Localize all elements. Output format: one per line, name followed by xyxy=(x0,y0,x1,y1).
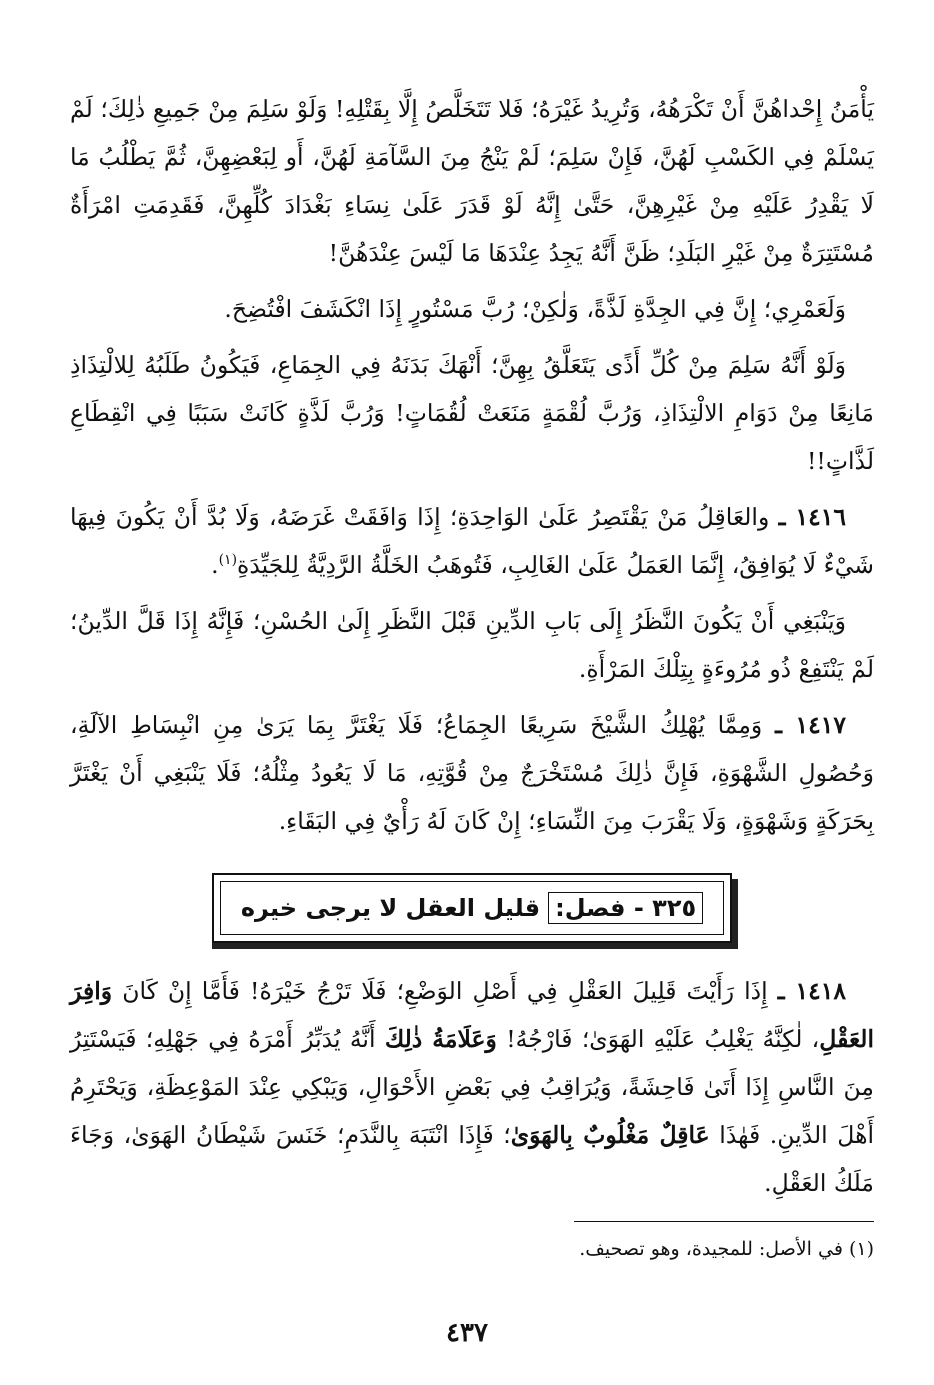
paragraph-1418-part2: ، لٰكِنَّهُ يَغْلِبُ عَلَيْهِ الهَوَىٰ؛ فَارْجُهُ! xyxy=(506,1025,820,1053)
paragraph-1416-end: . xyxy=(211,551,219,579)
paragraph-1418-bold1: وَافِرَ العَقْلِ xyxy=(70,977,874,1053)
paragraph-1417-text: وَمِمَّا يُهْلِكُ الشَّيْخَ سَرِيعًا الجِمَاعُ؛ فَلَا يَغْتَرَّ بِمَا يَرَىٰ مِنِ انْبِسَاطِ الآلَةِ، وَحُصُولِ الشَّهْوَةِ، فَإِنَّ ذٰلِكَ مُسْتَخْرَجٌ مِنْ قُوَّتِهِ، مَا لَا يَعُودُ مِثْلُهُ؛ فَلَا يَنْبَغِي أَنْ يَغْتَرَّ بِحَرَكَةٍ وَشَهْوَةٍ، وَلَا يَقْرَبَ مِنَ النِّسَاءِ؛ إِنْ كَانَ لَهُ رَأْيٌ فِي البَقَاءِ. xyxy=(70,711,874,835)
paragraph-1418-part4: ؛ فَإِذَا انْتَبَهَ بِالنَّدَمِ؛ خَنَسَ شَيْطَانُ الهَوَىٰ، وَجَاءَ مَلَكُ العَقْلِ. xyxy=(70,1121,874,1197)
page-body xyxy=(70,85,874,1264)
paragraph-continuation: يَأْمَنُ إِحْداهُنَّ أَنْ تَكْرَهُهُ، وَتُرِيدُ غَيْرَهُ؛ فَلا تَتَخَلَّصُ إِلَّا بِقَتْلِهِ! وَلَوْ سَلِمَ مِنْ جَمِيعِ ذٰلِكَ؛ لَمْ يَسْلَمْ فِي الكَسْبِ لَهُنَّ، فَإِنْ سَلِمَ؛ لَمْ يَنْجُ مِنَ السَّآمَةِ لَهُنَّ، أَو لِبَعْضِهِنَّ، ثُمَّ يَطْلُبُ مَا لَا يَقْدِرُ عَلَيْهِ مِنْ غَيْرِهِنَّ، حَتَّىٰ إِنَّهُ لَوْ قَدَرَ عَلَىٰ نِسَاءِ بَغْدَادَ كُلِّهِنَّ، فَقَدِمَتِ امْرَأَةٌ مُسْتَتِرَةٌ مِنْ غَيْرِ البَلَدِ؛ ظَنَّ أَنَّهُ يَجِدُ عِنْدَهَا مَا لَيْسَ عِنْدَهُنَّ! xyxy=(70,95,874,267)
paragraph-1418-bold2: وَعَلَامَةُ ذٰلِكَ xyxy=(384,1025,497,1053)
paragraph-1418-bold3: عَاقِلٌ مَغْلُوبٌ بِالهَوَىٰ xyxy=(510,1121,710,1149)
paragraph-1418-part1: إِذَا رَأَيْتَ قَلِيلَ العَقْلِ فِي أَصْلِ الوَضْعِ؛ فَلَا تَرْجُ خَيْرَهُ! فَأَمَّا إِنْ كَانَ xyxy=(122,977,768,1005)
paragraph-number-1416: ١٤١٦ ـ xyxy=(778,503,846,531)
paragraph-oath: وَلَعَمْرِي؛ إِنَّ فِي الجِدَّةِ لَذَّةً، وَلٰكِنْ؛ رُبَّ مَسْتُورٍ إِذَا انْكَشَفَ افْتُضِحَ. xyxy=(224,295,846,323)
footnote-marker[interactable]: (١) xyxy=(218,552,238,569)
paragraph-exhaustion: وَلَوْ أَنَّهُ سَلِمَ مِنْ كُلِّ أَذًى يَتَعَلَّقُ بِهِنَّ؛ أَنْهَكَ بَدَنَهُ فِي الجِمَاعِ، فَيَكُونُ طَلَبُهُ لِلالْتِذَاذِ مَانِعًا مِنْ دَوَامِ الالْتِذَاذِ، وَرُبَّ لُقْمَةٍ مَنَعَتْ لُقُمَاتٍ! وَرُبَّ لَذَّةٍ كَانَتْ سَبَبًا فِي انْقِطَاعِ لَذَّاتٍ!! xyxy=(70,351,874,475)
section-heading-box xyxy=(212,873,732,943)
paragraph-number-1417: ١٤١٧ ـ xyxy=(775,711,846,739)
paragraph-religion: وَيَنْبَغِي أَنْ يَكُونَ النَّظَرُ إِلَى بَابِ الدِّينِ قَبْلَ النَّظَرِ إِلَىٰ الحُسْنِ؛ فَإِنَّهُ إِذَا قَلَّ الدِّينُ؛ لَمْ يَنْتَفِعْ ذُو مُرُوءَةٍ بِتِلْكَ المَرْأَةِ. xyxy=(70,607,874,683)
footnote-divider xyxy=(574,1221,874,1222)
section-number-tag: ٣٢٥ - فصل: xyxy=(548,892,703,924)
paragraph-1418 xyxy=(70,967,874,1207)
footnote-text: (١) في الأصل: للمجيدة، وهو تصحيف. xyxy=(579,1238,874,1260)
paragraph-1418-part3: أَنَّهُ يُدَبِّرُ أَمْرَهُ فِي جَهْلِهِ؛ فَيَسْتَتِرُ مِنَ النَّاسِ إِذَا أَتَىٰ فَاحِشَةً، وَيُرَاقِبُ فِي بَعْضِ الأَحْوَالِ، وَيَبْكِي عِنْدَ المَوْعِظَةِ، وَيَحْتَرِمُ أَهْلَ الدِّينِ. فَهٰذَا xyxy=(70,1025,874,1149)
page-number: ٤٣٧ xyxy=(446,1318,488,1348)
paragraph-number-1418: ١٤١٨ ـ xyxy=(777,977,846,1005)
section-heading xyxy=(212,873,732,943)
section-title: قليل العقل لا يرجى خيره xyxy=(240,894,541,922)
paragraph-1416 xyxy=(70,493,874,589)
paragraph-1416-text: والعَاقِلُ مَنْ يَقْتَصِرُ عَلَىٰ الوَاحِدَةِ؛ إِذَا وَافَقَتْ غَرَضَهُ، وَلَا بُدَّ أَنْ يَكُونَ فِيهَا شَيْءٌ لَا يُوَافِقُ، إِنَّمَا العَمَلُ عَلَىٰ الغَالِبِ، فَتُوهَبُ الخَلَّةُ الرَّدِيَّةُ لِلجَيِّدَةِ xyxy=(70,503,874,579)
paragraph-1417 xyxy=(70,701,874,845)
